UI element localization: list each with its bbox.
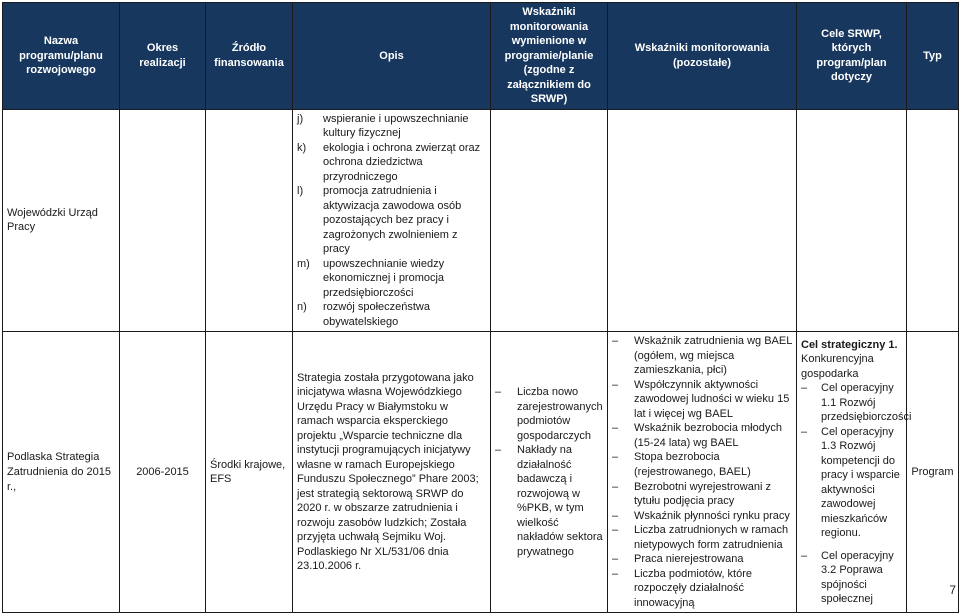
strategic-goal-text: Konkurencyjna gospodarka [801,353,874,380]
list-item: n) rozwój społeczeństwa obywatelskiego [297,301,430,328]
header-description: Opis [293,3,491,110]
lettered-list [297,112,486,330]
header-type: Typ [907,3,959,110]
strategic-goal-label: Cel strategiczny 1. [801,338,898,351]
description-cell: Strategia została przygotowana jako inicjatywa własna Wojewódzkiego Urzędu Pracy w Białymstoku w ramach wsparcia eksperckiego projektu „Wsparcie techniczne dla instytucji programujących inicjatywy własne w ramach Europejskiego Funduszu Społecznego” Phare 2003; jest strategią sektorową SRWP do 2020 r. w obszarze zatrudnienia i rozwoju zasobów ludzkich; Została przyjęta uchwałą Sejmiku Woj. Podlaskiego Nr XL/531/06 dnia 23.10.2006 r. [293,332,491,613]
period-cell: 2006-2015 [120,332,206,613]
list-item: m) upowszechnianie wiedzy ekonomicznej i promocja przedsiębiorczości [297,257,445,299]
list-item: – Wskaźnik zatrudnienia wg BAEL (ogółem, wg miejsca zamieszkania, płci) [612,335,792,377]
table-row [3,109,959,332]
description-cell [293,109,491,332]
list-item: – Cel operacyjny 1.3 Rozwój kompetencji do pracy i wsparcie aktywności zawodowej mieszkańców regionu. [801,425,900,540]
empty-cell [797,109,907,332]
header-srwp-goals: Cele SRWP, których program/plan dotyczy [797,3,907,110]
institution-cell: Wojewódzki Urząd Pracy [3,109,120,332]
table-row [3,332,959,613]
goals-cell [797,332,912,613]
list-item: – Liczba zatrudnionych w ramach nietypowych form zatrudnienia [612,524,789,551]
operational-goal-list [801,381,912,541]
empty-cell [206,109,293,332]
list-item: – Współczynnik aktywności zawodowej ludności w wieku 15 lat i więcej wg BAEL [612,378,790,420]
list-item: – Wskaźnik płynności rynku pracy [612,509,790,522]
list-item: – Stopa bezrobocia (rejestrowanego, BAEL) [612,451,751,478]
list-item: – Praca nierejestrowana [612,553,744,566]
empty-cell [491,109,608,332]
operational-goal-list-extra [801,549,902,607]
list-item: – Cel operacyjny 1.1 Rozwój przedsiębiorczości [801,382,912,424]
page-number: 7 [949,583,956,597]
program-table [2,2,959,613]
other-indicator-list [612,334,792,610]
type-cell: Program [907,332,959,613]
empty-cell [120,109,206,332]
header-srwp-indicators: Wskaźniki monitorowania wymienione w programie/planie (zgodne z załącznikiem do SRWP) [491,3,608,110]
list-item: – Liczba nowo zarejestrowanych podmiotów gospodarczych [495,386,603,442]
list-item: k) ekologia i ochrona zwierząt oraz ochrona dziedzictwa przyrodniczego [297,141,481,183]
source-cell: Środki krajowe, EFS [206,332,293,613]
list-item: – Nakłady na działalność badawczą i rozwojową w %PKB, w tym wielkość nakładów sektora prywatnego [495,444,603,558]
empty-cell [608,109,797,332]
srwp-indicators-cell [491,332,608,613]
header-period: Okres realizacji [120,3,206,110]
header-other-indicators: Wskaźniki monitorowania (pozostałe) [608,3,797,110]
empty-cell [907,109,959,332]
header-row [3,3,959,110]
srwp-indicator-list [495,385,603,559]
program-name-cell: Podlaska Strategia Zatrudnienia do 2015 r., [3,332,120,613]
list-item: – Cel operacyjny 3.2 Poprawa spójności społecznej [801,549,894,606]
list-item: – Bezrobotni wyrejestrowani z tytułu podjęcia pracy [612,480,771,508]
list-item: – Wskaźnik bezrobocia młodych (15-24 lata) wg BAEL [612,422,782,449]
header-program-name: Nazwa programu/planu rozwojowego [3,3,120,110]
other-indicators-cell [608,332,797,613]
list-item: l) promocja zatrudnienia i aktywizacja zawodowa osób pozostających bez pracy i zagrożonych zwolnieniem z pracy [297,185,462,256]
list-item: – Liczba podmiotów, które rozpoczęły działalność innowacyjną [612,567,753,609]
list-item: j) wspieranie i upowszechnianie kultury fizycznej [297,112,469,140]
header-source: Źródło finansowania [206,3,293,110]
